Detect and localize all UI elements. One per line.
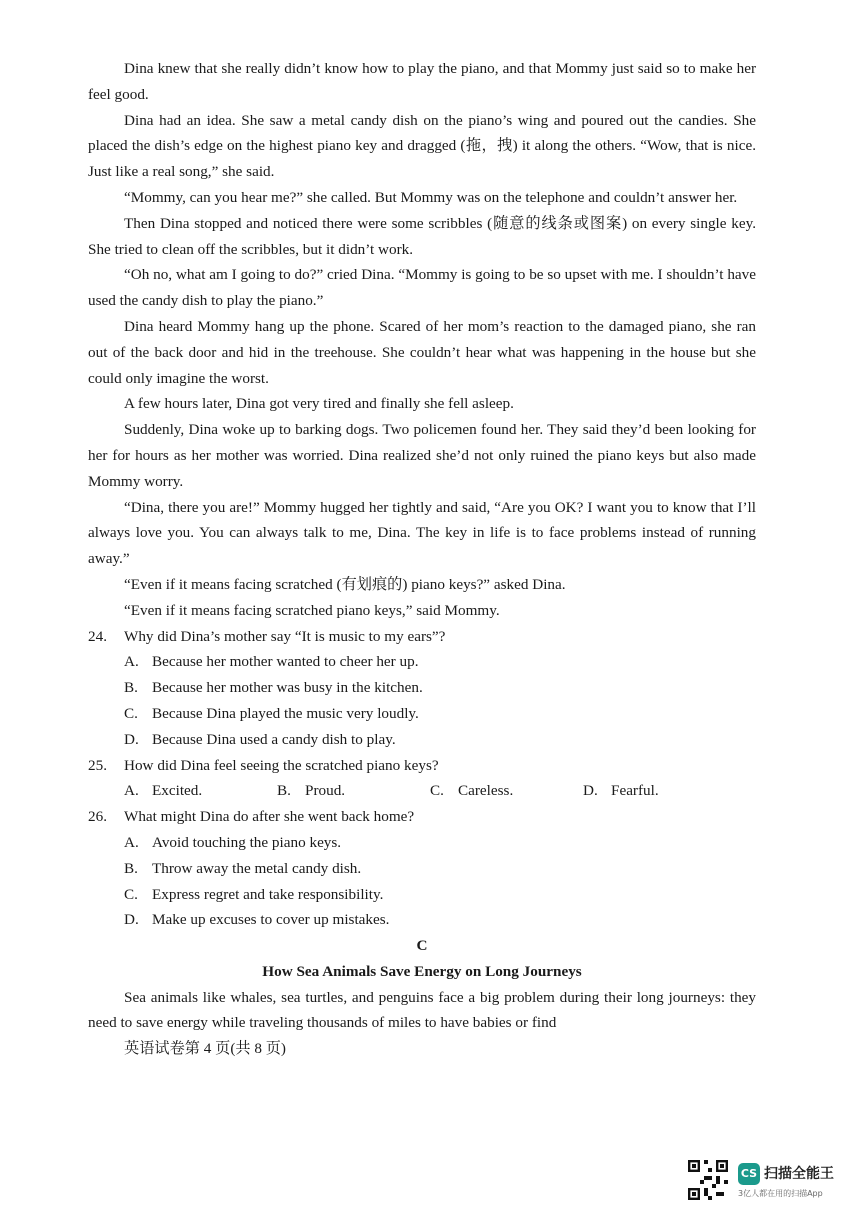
passage-title: How Sea Animals Save Energy on Long Journeys [262, 962, 582, 980]
page-text [88, 56, 756, 1062]
paragraph: Sea animals like whales, sea turtles, and penguins face a big problem during their long journeys: they need to save energy while traveling thousands of miles to have babies or find [88, 988, 756, 1032]
option-a: A. Avoid touching the piano keys. [124, 833, 342, 851]
paragraph: “Oh no, what am I going to do?” cried Dina. “Mommy is going to be so upset with me. I shouldn’t have used the candy dish to play the piano.” [88, 266, 756, 310]
option-b: B. Because her mother was busy in the kitchen. [124, 679, 423, 697]
paragraph: Dina heard Mommy hang up the phone. Scared of her mom’s reaction to the damaged piano, she ran out of the back door and hid in the treehouse. She couldn’t hear what was happening in the house but she could only imagine the worst. [88, 317, 756, 387]
question-25 [88, 753, 756, 805]
scanner-watermark [688, 1160, 848, 1204]
option-d: D. Make up excuses to cover up mistakes. [124, 911, 390, 929]
option-a: A. Excited. [124, 782, 203, 800]
qr-code-icon [688, 1160, 728, 1200]
question-number: 24. [88, 627, 107, 645]
paragraph: Dina knew that she really didn’t know how to play the piano, and that Mommy just said so to make her feel good. [88, 60, 756, 103]
brand-tagline: 3亿人都在用的扫描App [738, 1189, 823, 1198]
question-stem: How did Dina feel seeing the scratched piano keys? [124, 756, 439, 774]
brand-name: 扫描全能王 [764, 1166, 834, 1182]
question-stem: What might Dina do after she went back home? [124, 808, 415, 826]
question-stem: Why did Dina’s mother say “It is music to my ears”? [124, 627, 446, 645]
paragraph: “Mommy, can you hear me?” she called. But Mommy was on the telephone and couldn’t answer her. [124, 188, 738, 206]
option-b: B. Proud. [277, 782, 346, 800]
option-b: B. Throw away the metal candy dish. [124, 859, 362, 877]
option-c: C. Because Dina played the music very loudly. [124, 704, 419, 722]
paragraph: “Even if it means facing scratched piano keys,” said Mommy. [124, 601, 500, 619]
option-row [124, 778, 756, 804]
option-d: D. Fearful. [583, 782, 659, 800]
question-number: 26. [88, 808, 107, 826]
question-number: 25. [88, 756, 107, 774]
option-c: C. Careless. [430, 782, 514, 800]
cs-logo-icon: CS [738, 1163, 760, 1185]
paragraph: “Even if it means facing scratched (有划痕的) piano keys?” asked Dina. [124, 575, 566, 593]
paragraph: Suddenly, Dina woke up to barking dogs. Two policemen found her. They said they’d been looking for her for hours as her mother was worried. Dina realized she’d not only ruined the piano keys but also made Mommy worry. [88, 421, 756, 490]
question-26 [88, 804, 756, 933]
passage-b-continued [88, 56, 756, 624]
option-a: A. Because her mother wanted to cheer her up. [124, 653, 419, 671]
paragraph: A few hours later, Dina got very tired and finally she fell asleep. [124, 395, 514, 413]
paragraph: “Dina, there you are!” Mommy hugged her tightly and said, “Are you OK? I want you to know that I’ll always love you. You can always talk to me, Dina. The key in life is to face problems instead of running away.” [88, 498, 756, 568]
section-letter: C [416, 937, 428, 955]
page-footer: 英语试卷第 4 页(共 8 页) [124, 1040, 286, 1058]
paragraph: Dina had an idea. She saw a metal candy dish on the piano’s wing and poured out the candies. She placed the dish’s edge on the highest piano key and dragged (拖，拽) it along the others. “Wow, that is nice. Just like a real song,” she said. [88, 111, 756, 181]
question-24 [88, 624, 756, 753]
option-c: C. Express regret and take responsibility. [124, 885, 384, 903]
option-d: D. Because Dina used a candy dish to play. [124, 730, 396, 748]
paragraph: Then Dina stopped and noticed there were some scribbles (随意的线条或图案) on every single key. She tried to clean off the scribbles, but it didn’t work. [88, 214, 756, 258]
